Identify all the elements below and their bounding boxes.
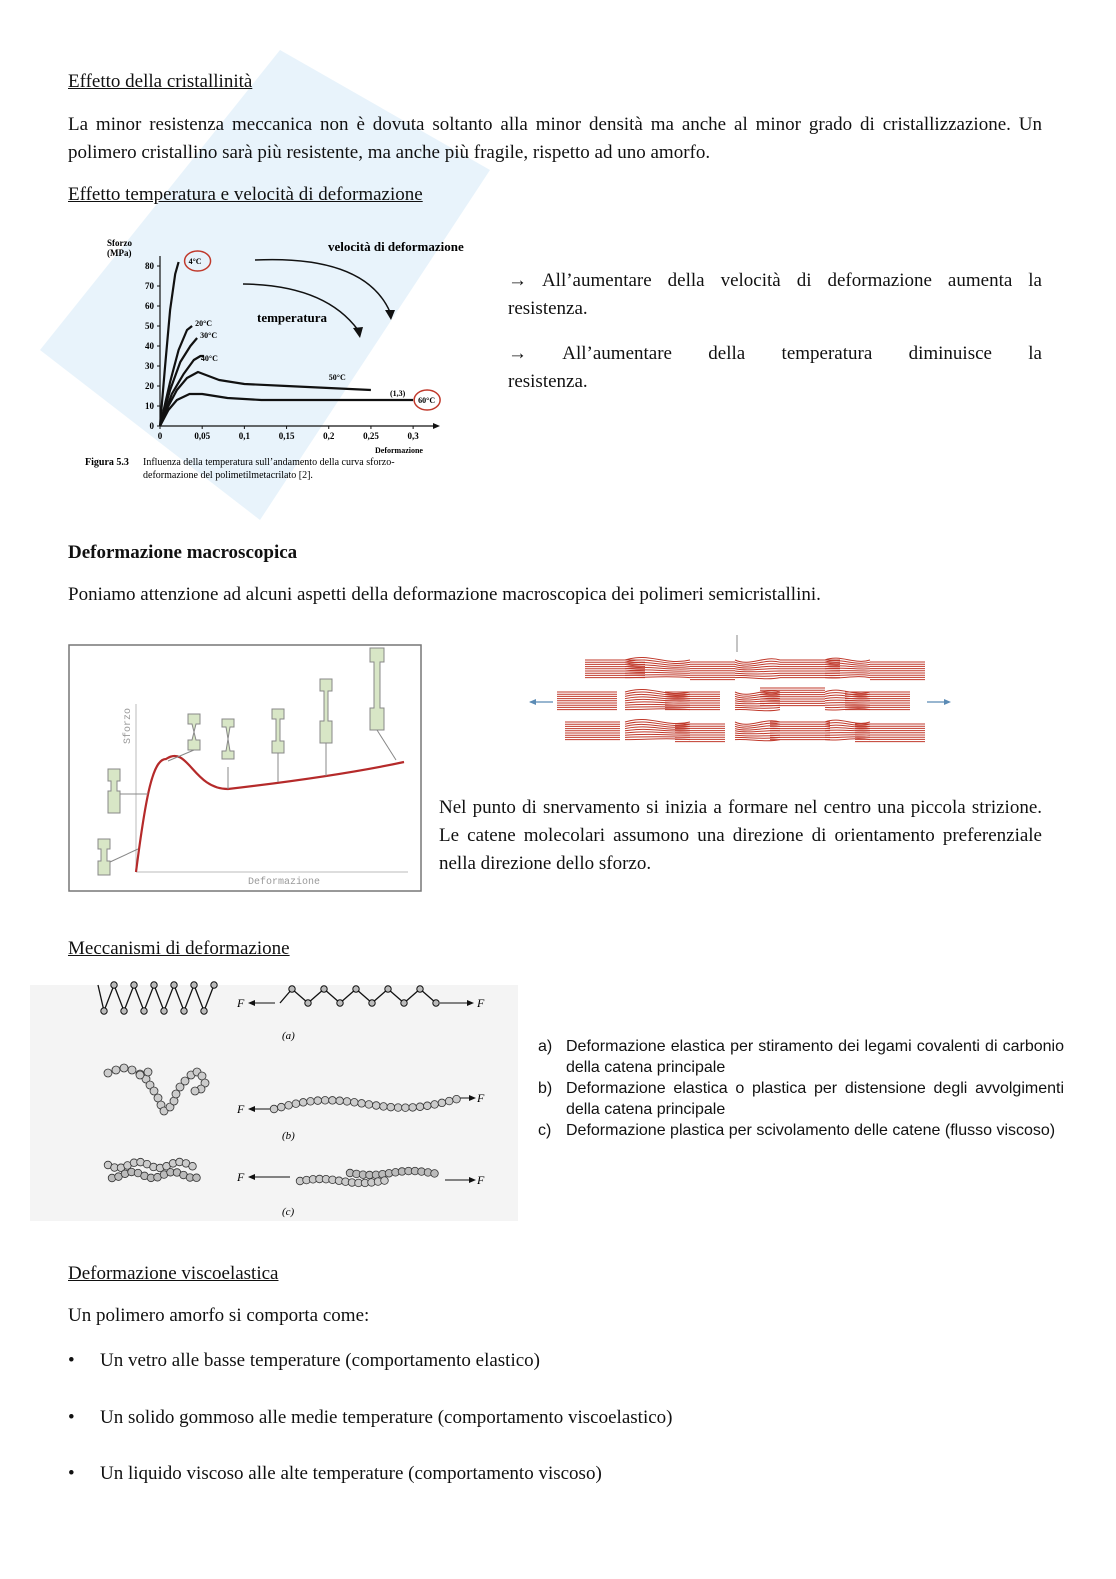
atom (305, 1000, 311, 1006)
yield-point-text: Nel punto di snervamento si inizia a formare nel centro una piccola strizione. Le catene molecolari assumono una direzione di orientamento preferenziale nella direzione dello sforzo. (439, 797, 1042, 874)
atom (121, 1008, 127, 1014)
amorphous-chain (735, 737, 780, 738)
atom (289, 986, 295, 992)
atom (337, 1000, 343, 1006)
atom (431, 1170, 439, 1178)
atom (409, 1104, 417, 1112)
atom (120, 1064, 128, 1072)
macro-xlabel: Deformazione (248, 877, 321, 888)
rate-arrow-head (385, 310, 395, 320)
force-label-a-right: F (477, 996, 485, 1010)
mechanism-text-b: Deformazione elastica o plastica per distensione degli avvolgimenti della catena principale (566, 1080, 1064, 1118)
heading-viscoelastic: Deformazione viscoelastica (68, 1263, 279, 1284)
mechanism-text-c: Deformazione plastica per scivolamento delle catene (flusso viscoso) (566, 1122, 1056, 1139)
amorphous-chain (625, 739, 690, 740)
amorphous-chain (625, 677, 690, 678)
atom (438, 1099, 446, 1107)
bullet-text-1: Un vetro alle basse temperature (comportamento elastico) (100, 1350, 540, 1371)
series-line-5 (160, 394, 413, 426)
y-tick-label: 40 (145, 341, 154, 351)
right-arrow-head (944, 699, 951, 705)
bullet-text-3: Un liquido viscoso alle alte temperature (comportamento viscoso) (100, 1463, 602, 1484)
mechanism-item-a (538, 1036, 1064, 1078)
x-tick-label: 0,15 (278, 431, 295, 441)
force-label-c-left: F (237, 1170, 245, 1184)
amorphous-chain (625, 734, 690, 735)
amorphous-chain (625, 675, 690, 676)
atom (191, 982, 197, 988)
chart-arrow-rate-label: velocità di deformazione (328, 239, 464, 254)
amorphous-chain (625, 707, 690, 708)
atom (112, 1066, 120, 1074)
x-tick-label: 0,25 (363, 431, 379, 441)
force-label-b-right: F (477, 1091, 485, 1105)
atom (181, 1077, 189, 1085)
atom (151, 982, 157, 988)
atom (201, 1008, 207, 1014)
y-tick-label: 30 (145, 361, 154, 371)
x-tick-label: 0,2 (323, 431, 335, 441)
chart-arrow-temp-label: temperatura (257, 310, 328, 325)
atom (285, 1102, 293, 1110)
annot-13: (1,3) (390, 389, 406, 398)
panel-label-c: (c) (282, 1206, 295, 1218)
macro-deformation-figure (68, 644, 424, 894)
mechanism-text-a: Deformazione elastica per stiramento dei legami covalenti di carbonio della catena principale (566, 1038, 1064, 1076)
atom (336, 1097, 344, 1105)
atom (329, 1097, 337, 1105)
atom (141, 1008, 147, 1014)
y-tick-label: 20 (145, 381, 154, 391)
atom (321, 1096, 329, 1104)
lamellae-figure (525, 630, 955, 765)
rate-effect-line1 (508, 267, 1042, 323)
series-label-3: 40°C (200, 354, 218, 363)
amorphous-chain (625, 672, 690, 673)
atom (394, 1104, 402, 1112)
atom (433, 1000, 439, 1006)
force-label-b-left: F (237, 1102, 245, 1116)
figure-5-3-chart (85, 230, 495, 490)
atom (111, 982, 117, 988)
atom (136, 1071, 144, 1079)
atom (445, 1097, 453, 1105)
chart-xlabel: Deformazione (375, 446, 423, 455)
atom (416, 1103, 424, 1111)
amorphous-chain (735, 673, 780, 674)
amorphous-chain (735, 677, 780, 678)
temp-effect-line1: → All’aumentare della temperatura diminuisce la (508, 343, 1042, 364)
atom (358, 1100, 366, 1108)
mechanism-item-c (538, 1120, 1064, 1141)
chart-ylabel-line2: (MPa) (107, 248, 132, 258)
atom (101, 1008, 107, 1014)
y-tick-label: 70 (145, 281, 154, 291)
amorphous-chain (735, 671, 780, 672)
y-tick-label: 80 (145, 261, 154, 271)
atom (417, 986, 423, 992)
mechanisms-list (538, 1036, 1064, 1141)
bullet-3: • (68, 1463, 75, 1484)
paragraph-macroscopic: Poniamo attenzione ad alcuni aspetti della deformazione macroscopica dei polimeri semicristallini. (68, 584, 821, 605)
amorphous-chain (735, 733, 780, 734)
chart-series-group (160, 251, 440, 426)
specimen-2 (108, 769, 120, 813)
atom (351, 1099, 359, 1107)
x-axis-arrow (433, 423, 440, 429)
atom (278, 1103, 286, 1111)
y-tick-label: 10 (145, 401, 154, 411)
figure-caption-label: Figura 5.3 (85, 457, 129, 468)
panel-label-b: (b) (282, 1130, 295, 1142)
bullet-text-2: Un solido gommoso alle medie temperature (comportamento viscoelastico) (100, 1407, 673, 1428)
amorphous-chain (625, 704, 690, 705)
atom (270, 1105, 278, 1113)
heading-mechanisms: Meccanismi di deformazione (68, 938, 290, 959)
x-tick-label: 0,3 (407, 431, 419, 441)
panel-label-a: (a) (282, 1030, 295, 1042)
x-tick-label: 0 (157, 431, 163, 441)
atom (171, 982, 177, 988)
atom (191, 1087, 199, 1095)
atom (385, 986, 391, 992)
series-label-0: 4°C (188, 257, 202, 266)
amorphous-chain (825, 700, 870, 701)
y-tick-label: 50 (145, 321, 154, 331)
amorphous-chain (735, 707, 780, 708)
atom (369, 1000, 375, 1006)
paragraph-crystallinity: La minor resistenza meccanica non è dovuta soltanto alla minor densità ma anche al minor grado di cristallizzazione. Un polimero cristallino sarà più resistente, ma anche più fragile, rispetto ad uno amorfo. (68, 114, 1042, 163)
mechanism-label-b: b) (538, 1080, 553, 1097)
x-tick-label: 0,05 (194, 431, 211, 441)
atom (431, 1101, 439, 1109)
atom (387, 1103, 395, 1111)
series-label-1: 20°C (195, 319, 213, 328)
heading-crystallinity: Effetto della cristallinità (68, 71, 253, 92)
atom (211, 982, 217, 988)
lamellae-group (557, 657, 925, 741)
chart-ylabel-line1: Sforzo (107, 238, 132, 248)
atom (104, 1069, 112, 1077)
atom (144, 1068, 152, 1076)
amorphous-chain (625, 719, 690, 723)
amorphous-chain (825, 675, 870, 676)
amorphous-chain (735, 735, 780, 736)
left-arrow-head (529, 699, 536, 705)
y-tick-label: 0 (149, 421, 154, 431)
amorphous-chain (735, 666, 780, 668)
temp-effect-line2: resistenza. (508, 371, 588, 392)
atom (372, 1102, 380, 1110)
macro-ylabel: Sforzo (123, 707, 134, 744)
atom (424, 1102, 432, 1110)
mechanism-item-b (538, 1078, 1064, 1120)
atom (299, 1099, 307, 1107)
temp-arrow-head (353, 327, 363, 338)
x-tick-label: 0,1 (238, 431, 250, 441)
atom (401, 1000, 407, 1006)
amorphous-chain (625, 737, 690, 738)
mechanisms-figure (30, 975, 520, 1223)
force-label-c-right: F (477, 1173, 485, 1187)
atom (321, 986, 327, 992)
rate-effect-text: → All’aumentare della velocità di deformazione aumenta la resistenza. (508, 270, 1042, 319)
atom (189, 1162, 197, 1170)
amorphous-chain (735, 669, 780, 670)
atom (353, 986, 359, 992)
y-tick-label: 60 (145, 301, 154, 311)
heading-macroscopic: Deformazione macroscopica (68, 542, 298, 563)
amorphous-chain (625, 709, 690, 710)
viscoelastic-intro: Un polimero amorfo si comporta come: (68, 1305, 370, 1326)
amorphous-chain (735, 709, 780, 710)
atom (181, 1008, 187, 1014)
atom (292, 1100, 300, 1108)
force-label-a-left: F (237, 996, 245, 1010)
bullet-2: • (68, 1407, 75, 1428)
atom (314, 1097, 322, 1105)
atom (402, 1104, 410, 1112)
figure-caption-line1: Influenza della temperatura sull’andamento della curva sforzo- (143, 457, 395, 468)
atom (453, 1095, 461, 1103)
atom (381, 1177, 389, 1185)
series-label-2: 30°C (200, 331, 218, 340)
heading-temperature-rate: Effetto temperatura e velocità di deformazione (68, 184, 423, 205)
atom (193, 1174, 201, 1182)
atom (128, 1066, 136, 1074)
amorphous-chain (735, 705, 780, 706)
atom (131, 982, 137, 988)
series-label-5: 60°C (418, 396, 436, 405)
atom (380, 1103, 388, 1111)
bullet-1: • (68, 1350, 75, 1371)
series-label-4: 50°C (328, 373, 346, 382)
figure-caption-line2: deformazione del polimetilmetacrilato [2]. (143, 470, 313, 481)
atom (307, 1098, 315, 1106)
mechanism-label-a: a) (538, 1038, 553, 1055)
atom (161, 1008, 167, 1014)
mechanism-label-c: c) (538, 1122, 552, 1139)
atom (365, 1101, 373, 1109)
amorphous-chain (735, 675, 780, 676)
atom (343, 1098, 351, 1106)
